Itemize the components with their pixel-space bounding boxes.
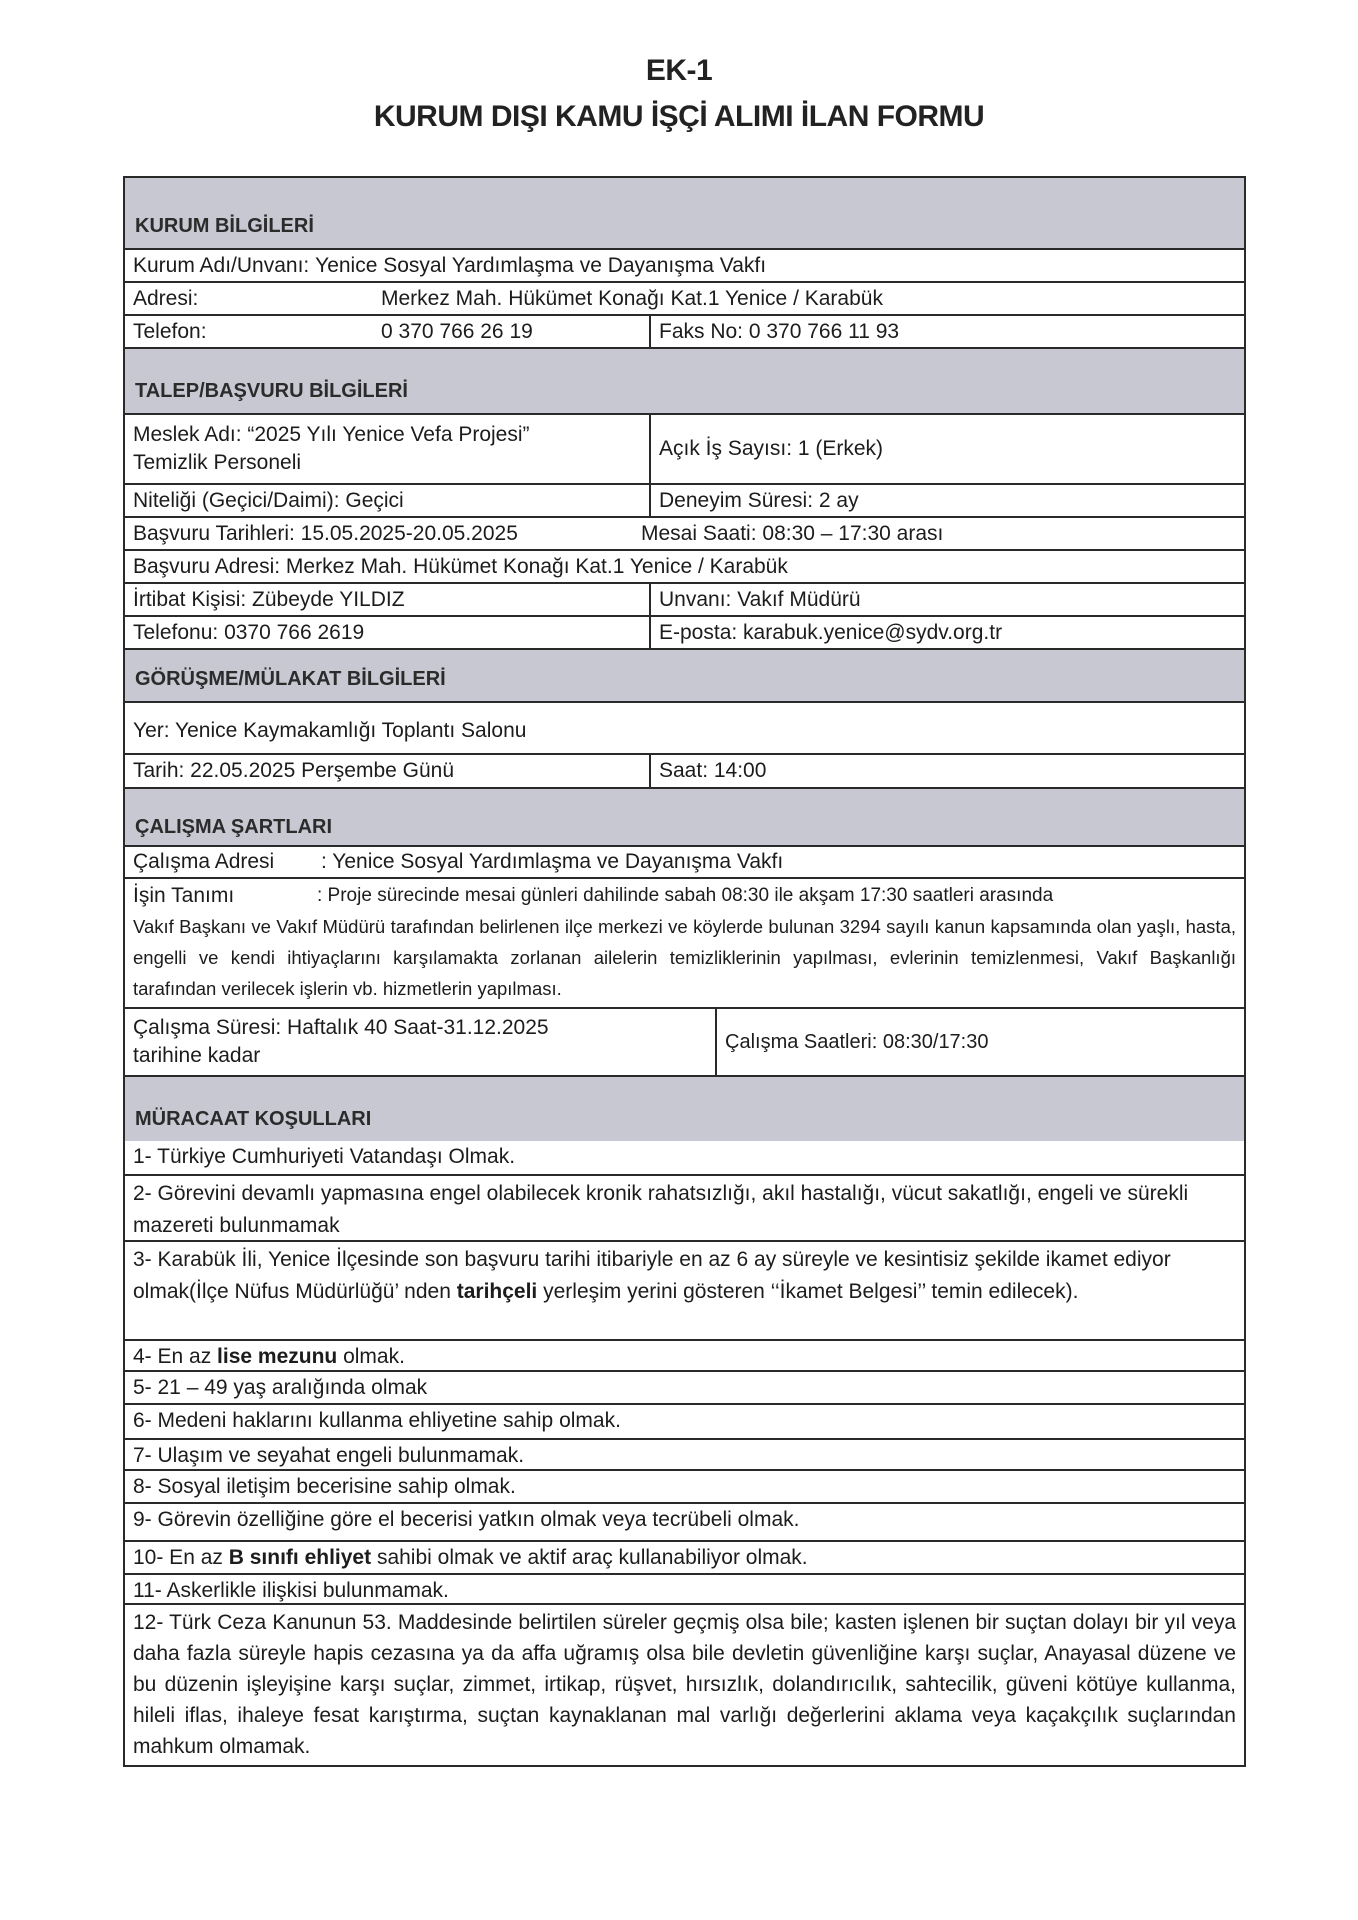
- row-job-description: [125, 877, 1244, 1007]
- condition-row: [125, 1502, 1244, 1540]
- row-contact-phone-email: [125, 615, 1244, 648]
- label-institution-name: Kurum Adı/Unvanı:: [133, 253, 310, 277]
- value-work-duration-line2: tarihine kadar: [133, 1044, 261, 1067]
- condition-text-part: 3- Karabük İli, Yenice İlçesinde son başvuru tarihi itibariyle en az 6 ay süreyle ve kesintisiz şekilde ikamet ediyor olmak(İlçe Nüfus Müdürlüğü’ nden: [133, 1248, 1171, 1303]
- value-fax: Faks No: 0 370 766 11 93: [659, 319, 900, 343]
- section-header-muracaat: [125, 1075, 1244, 1141]
- condition-text: [125, 1504, 1244, 1540]
- condition-row: [125, 1469, 1244, 1502]
- condition-text-part: 1- Türkiye Cumhuriyeti Vatandaşı Olmak.: [133, 1145, 516, 1168]
- condition-emphasis: tarihçeli: [456, 1280, 538, 1303]
- condition-text: [125, 1542, 1244, 1573]
- condition-text: [125, 1141, 1244, 1174]
- condition-row: [125, 1174, 1244, 1240]
- value-address: Merkez Mah. Hükümet Konağı Kat.1 Yenice / Karabük: [381, 286, 883, 310]
- section-header-calisma: [125, 787, 1244, 845]
- value-interview-time: Saat: 14:00: [659, 759, 767, 782]
- section-header-gorusme: [125, 648, 1244, 701]
- row-phone-fax: [125, 314, 1244, 347]
- condition-text-part: 12- Türk Ceza Kanunun 53. Maddesinde belirtilen süreler geçmiş olsa bile; kasten işlenen bir suçtan dolayı bir yıl veya daha fazla süreyle hapis cezasına ya da affa uğramış olsa bile devletin güvenliğine karşı suçlar, Anayasal düzene ve bu düzenin işleyişine karşı suçlar, zimmet, irtikap, rüşvet, hırsızlık, dolandırıcılık, sahtecilik, güveni kötüye kullanma, hileli iflas, ihaleye fesat karıştırma, suçtan kaynaklanan mal varlığı değerlerini aklama veya kaçakçılık suçlarından mahkum olmamak.: [133, 1611, 1236, 1758]
- condition-row: [125, 1141, 1244, 1174]
- condition-row: [125, 1403, 1244, 1438]
- condition-text-part: 7- Ulaşım ve seyahat engeli bulunmamak.: [133, 1444, 525, 1467]
- condition-text-part: yerleşim yerini gösteren ‘‘İkamet Belgesi’’ temin edilecek).: [537, 1280, 1079, 1303]
- condition-text: [125, 1440, 1244, 1469]
- condition-text-part: 6- Medeni haklarını kullanma ehliyetine sahip olmak.: [133, 1409, 621, 1432]
- section-header-kurum: [125, 178, 1244, 248]
- label-work-address: Çalışma Adresi: [133, 850, 275, 873]
- row-interview-place: [125, 701, 1244, 753]
- form-title: KURUM DIŞI KAMU İŞÇİ ALIMI İLAN FORMU: [373, 100, 985, 133]
- label-address: Adresi:: [133, 286, 199, 310]
- value-work-hours: Mesai Saati: 08:30 – 17:30 arası: [641, 521, 944, 545]
- condition-text-part: 9- Görevin özelliğine göre el becerisi yatkın olmak veya tecrübeli olmak.: [133, 1508, 800, 1531]
- condition-text: [125, 1176, 1244, 1240]
- condition-text: [125, 1372, 1244, 1403]
- row-institution-name: [125, 248, 1244, 281]
- row-dates-hours: [125, 516, 1244, 549]
- condition-emphasis: lise mezunu: [217, 1345, 338, 1368]
- row-application-address: [125, 549, 1244, 582]
- value-work-hours-detail: Çalışma Saatleri: 08:30/17:30: [725, 1031, 989, 1053]
- value-occupation-line1: Meslek Adı: “2025 Yılı Yenice Vefa Projesi”: [133, 423, 530, 446]
- row-occupation: [125, 413, 1244, 483]
- condition-text-part: sahibi olmak ve aktif araç kullanabiliyor olmak.: [371, 1546, 808, 1569]
- row-interview-date-time: [125, 753, 1244, 787]
- value-occupation-line2: Temizlik Personeli: [133, 451, 302, 474]
- value-nature: Niteliği (Geçici/Daimi): Geçici: [133, 488, 404, 512]
- section-title: TALEP/BAŞVURU BİLGİLERİ: [135, 380, 408, 402]
- value-institution-name: Yenice Sosyal Yardımlaşma ve Dayanışma Vakfı: [315, 253, 767, 277]
- value-interview-date: Tarih: 22.05.2025 Perşembe Günü: [133, 759, 455, 782]
- value-contact-person: İrtibat Kişisi: Zübeyde YILDIZ: [133, 587, 405, 611]
- section-title: GÖRÜŞME/MÜLAKAT BİLGİLERİ: [135, 668, 446, 690]
- condition-text-part: 5- 21 – 49 yaş aralığında olmak: [133, 1376, 428, 1399]
- label-phone: Telefon:: [133, 319, 207, 343]
- row-work-address: [125, 845, 1244, 877]
- row-nature-experience: [125, 483, 1244, 516]
- condition-text: [125, 1405, 1244, 1438]
- condition-text-part: 8- Sosyal iletişim becerisine sahip olmak.: [133, 1475, 516, 1498]
- condition-row: [125, 1603, 1244, 1765]
- row-work-duration-hours: [125, 1007, 1244, 1075]
- section-header-talep: [125, 347, 1244, 413]
- condition-text: [125, 1471, 1244, 1502]
- condition-text: [125, 1242, 1244, 1339]
- section-title: KURUM BİLGİLERİ: [135, 215, 314, 237]
- conditions-list: [125, 1141, 1244, 1765]
- condition-text-part: 10- En az: [133, 1546, 229, 1569]
- condition-text-part: 4- En az: [133, 1345, 218, 1368]
- value-interview-place: Yer: Yenice Kaymakamlığı Toplantı Salonu: [133, 719, 527, 742]
- label-job-description: İşin Tanımı: [133, 884, 235, 907]
- value-job-description-first: : Proje sürecinde mesai günleri dahilinde sabah 08:30 ile akşam 17:30 saatleri arasında: [317, 885, 1054, 906]
- value-work-duration-line1: Çalışma Süresi: Haftalık 40 Saat-31.12.2025: [133, 1016, 549, 1039]
- row-address: [125, 281, 1244, 314]
- value-contact-title: Unvanı: Vakıf Müdürü: [659, 587, 861, 611]
- condition-row: [125, 1339, 1244, 1370]
- condition-text-part: 2- Görevini devamlı yapmasına engel olabilecek kronik rahatsızlığı, akıl hastalığı, vücut sakatlığı, engeli ve sürekli mazereti bulunmamak: [133, 1182, 1189, 1237]
- section-title: ÇALIŞMA ŞARTLARI: [135, 816, 333, 838]
- value-job-description: Vakıf Başkanı ve Vakıf Müdürü tarafından belirlenen ilçe merkezi ve köylerde bulunan 3294 sayılı kanun kapsamında olan yaşlı, hasta, engelli ve kendi ihtiyaçlarını karşılamakta zorlanan ailelerin temizliklerinin yapılması, evlerinin temizlenmesi, Vakıf Başkanlığı tarafından verilecek işlerin vb. hizmetlerin yapılması.: [133, 916, 1236, 999]
- condition-row: [125, 1438, 1244, 1469]
- section-title: MÜRACAAT KOŞULLARI: [135, 1108, 372, 1130]
- annex-label: EK-1: [645, 54, 713, 87]
- condition-row: [125, 1540, 1244, 1573]
- value-contact-phone: Telefonu: 0370 766 2619: [133, 620, 365, 644]
- value-experience: Deneyim Süresi: 2 ay: [659, 488, 859, 512]
- condition-row: [125, 1240, 1244, 1339]
- announcement-form: [123, 176, 1246, 1767]
- condition-text: [125, 1605, 1244, 1765]
- condition-text-part: olmak.: [337, 1345, 405, 1368]
- value-application-address: Başvuru Adresi: Merkez Mah. Hükümet Konağı Kat.1 Yenice / Karabük: [133, 554, 788, 578]
- condition-row: [125, 1370, 1244, 1403]
- condition-text: [125, 1341, 1244, 1370]
- condition-emphasis: B sınıfı ehliyet: [228, 1546, 372, 1569]
- condition-row: [125, 1573, 1244, 1603]
- value-application-dates: Başvuru Tarihleri: 15.05.2025-20.05.2025: [133, 521, 518, 545]
- value-work-address: : Yenice Sosyal Yardımlaşma ve Dayanışma Vakfı: [321, 850, 784, 873]
- row-contact: [125, 582, 1244, 615]
- value-phone: 0 370 766 26 19: [381, 319, 533, 343]
- condition-text: [125, 1575, 1244, 1603]
- value-contact-email: E-posta: karabuk.yenice@sydv.org.tr: [659, 620, 1003, 644]
- condition-text-part: 11- Askerlikle ilişkisi bulunmamak.: [133, 1579, 449, 1602]
- value-open-positions: Açık İş Sayısı: 1 (Erkek): [659, 437, 884, 460]
